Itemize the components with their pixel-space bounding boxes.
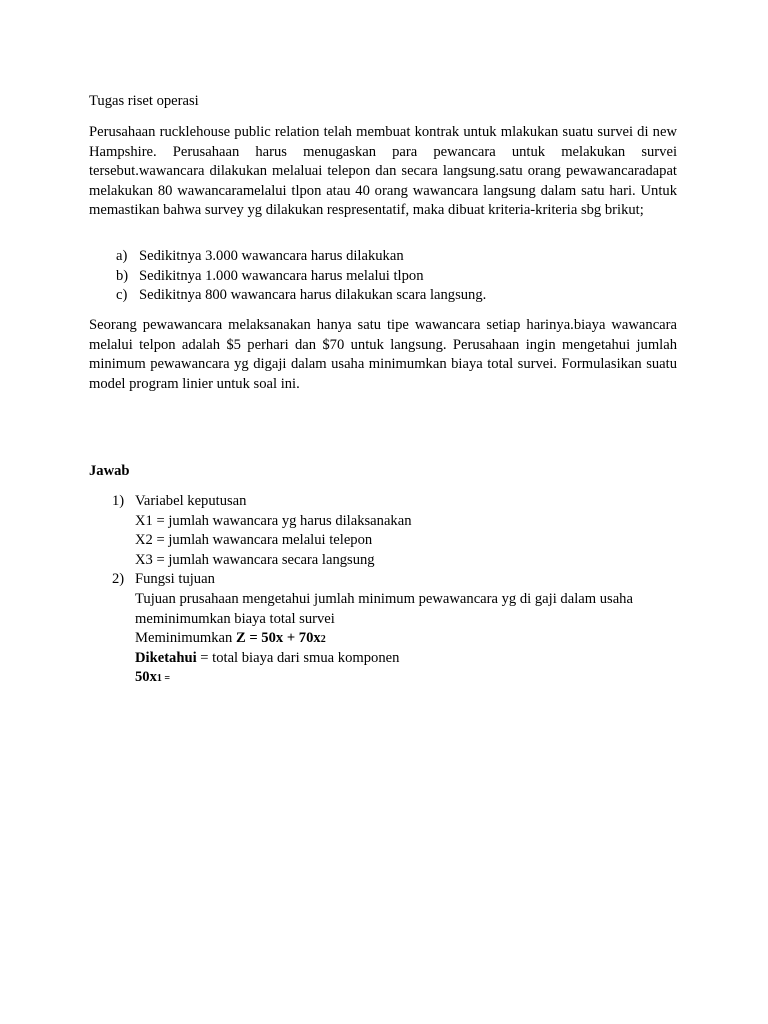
minimize-prefix: Meminimumkan bbox=[135, 630, 236, 647]
cost-subscript: 1 = bbox=[156, 673, 171, 685]
known-text: = total biaya dari smua komponen bbox=[196, 649, 400, 666]
variable-line: X3 = jumlah wawancara secara langsung bbox=[135, 551, 375, 568]
document-title: Tugas riset operasi bbox=[89, 93, 199, 109]
criteria-list bbox=[116, 247, 676, 306]
goal-line: Tujuan prusahaan mengetahui jumlah minimum pewawancara yg di gaji dalam usaha bbox=[135, 590, 633, 607]
criteria-text: Sedikitnya 1.000 wawancara harus melalui tlpon bbox=[139, 267, 424, 284]
answer-item-objective bbox=[112, 570, 672, 590]
criteria-text: Sedikitnya 3.000 wawancara harus dilakukan bbox=[139, 248, 404, 264]
criteria-item bbox=[116, 286, 676, 306]
answer-heading: Jawab bbox=[89, 463, 130, 479]
goal-line: meminimumkan biaya total survei bbox=[135, 610, 335, 627]
cost-line bbox=[112, 668, 672, 688]
criteria-item bbox=[116, 247, 676, 267]
problem-paragraph: Perusahaan rucklehouse public relation telah membuat kontrak untuk mlakukan suatu survei di new Hampshire. Perusahaan harus menugaskan para pewancara untuk melakukan survei tersebut.wawancara dilakukan melaluai telepon dan secara langsung.satu orang pewawancaradapat melakukan 80 wawancaramelalui tlpon atau 40 orang wawancara langsung dalam satu hari. Untuk memastikan bahwa survey yg dilakukan respresentatif, maka dibuat kriteria-kriteria sbg brikut; bbox=[89, 124, 677, 218]
criteria-text: Sedikitnya 800 wawancara harus dilakukan scara langsung. bbox=[139, 287, 487, 304]
objective-formula: Z = 50x + 70x bbox=[235, 630, 321, 647]
answer-item-label: Fungsi tujuan bbox=[135, 571, 215, 588]
minimize-line bbox=[112, 629, 672, 649]
known-line bbox=[112, 649, 672, 669]
answer-item-variables bbox=[112, 492, 672, 512]
answer-item-label: Variabel keputusan bbox=[135, 493, 247, 509]
cost-term: 50x bbox=[135, 669, 157, 686]
known-label: Diketahui bbox=[135, 649, 197, 666]
list-marker: 1) bbox=[112, 493, 125, 509]
answer-list bbox=[112, 492, 672, 688]
criteria-item bbox=[116, 267, 676, 287]
list-marker: 2) bbox=[112, 571, 125, 588]
list-marker: b) bbox=[116, 267, 129, 284]
question-paragraph: Seorang pewawancara melaksanakan hanya satu tipe wawancara setiap harinya.biaya wawancara melalui telpon adalah $5 perhari dan $70 untuk langsung. Perusahaan ingin mengetahui jumlah minimum pewawancara yg digaji dalam usaha minimumkan biaya total survei. Formulasikan suatu model program linier untuk soal ini. bbox=[89, 317, 677, 392]
formula-subscript: 2 bbox=[320, 634, 326, 646]
variable-line: X2 = jumlah wawancara melalui telepon bbox=[135, 532, 373, 549]
list-marker: c) bbox=[116, 287, 128, 304]
list-marker: a) bbox=[116, 248, 128, 264]
variable-line: X1 = jumlah wawancara yg harus dilaksanakan bbox=[135, 512, 412, 529]
